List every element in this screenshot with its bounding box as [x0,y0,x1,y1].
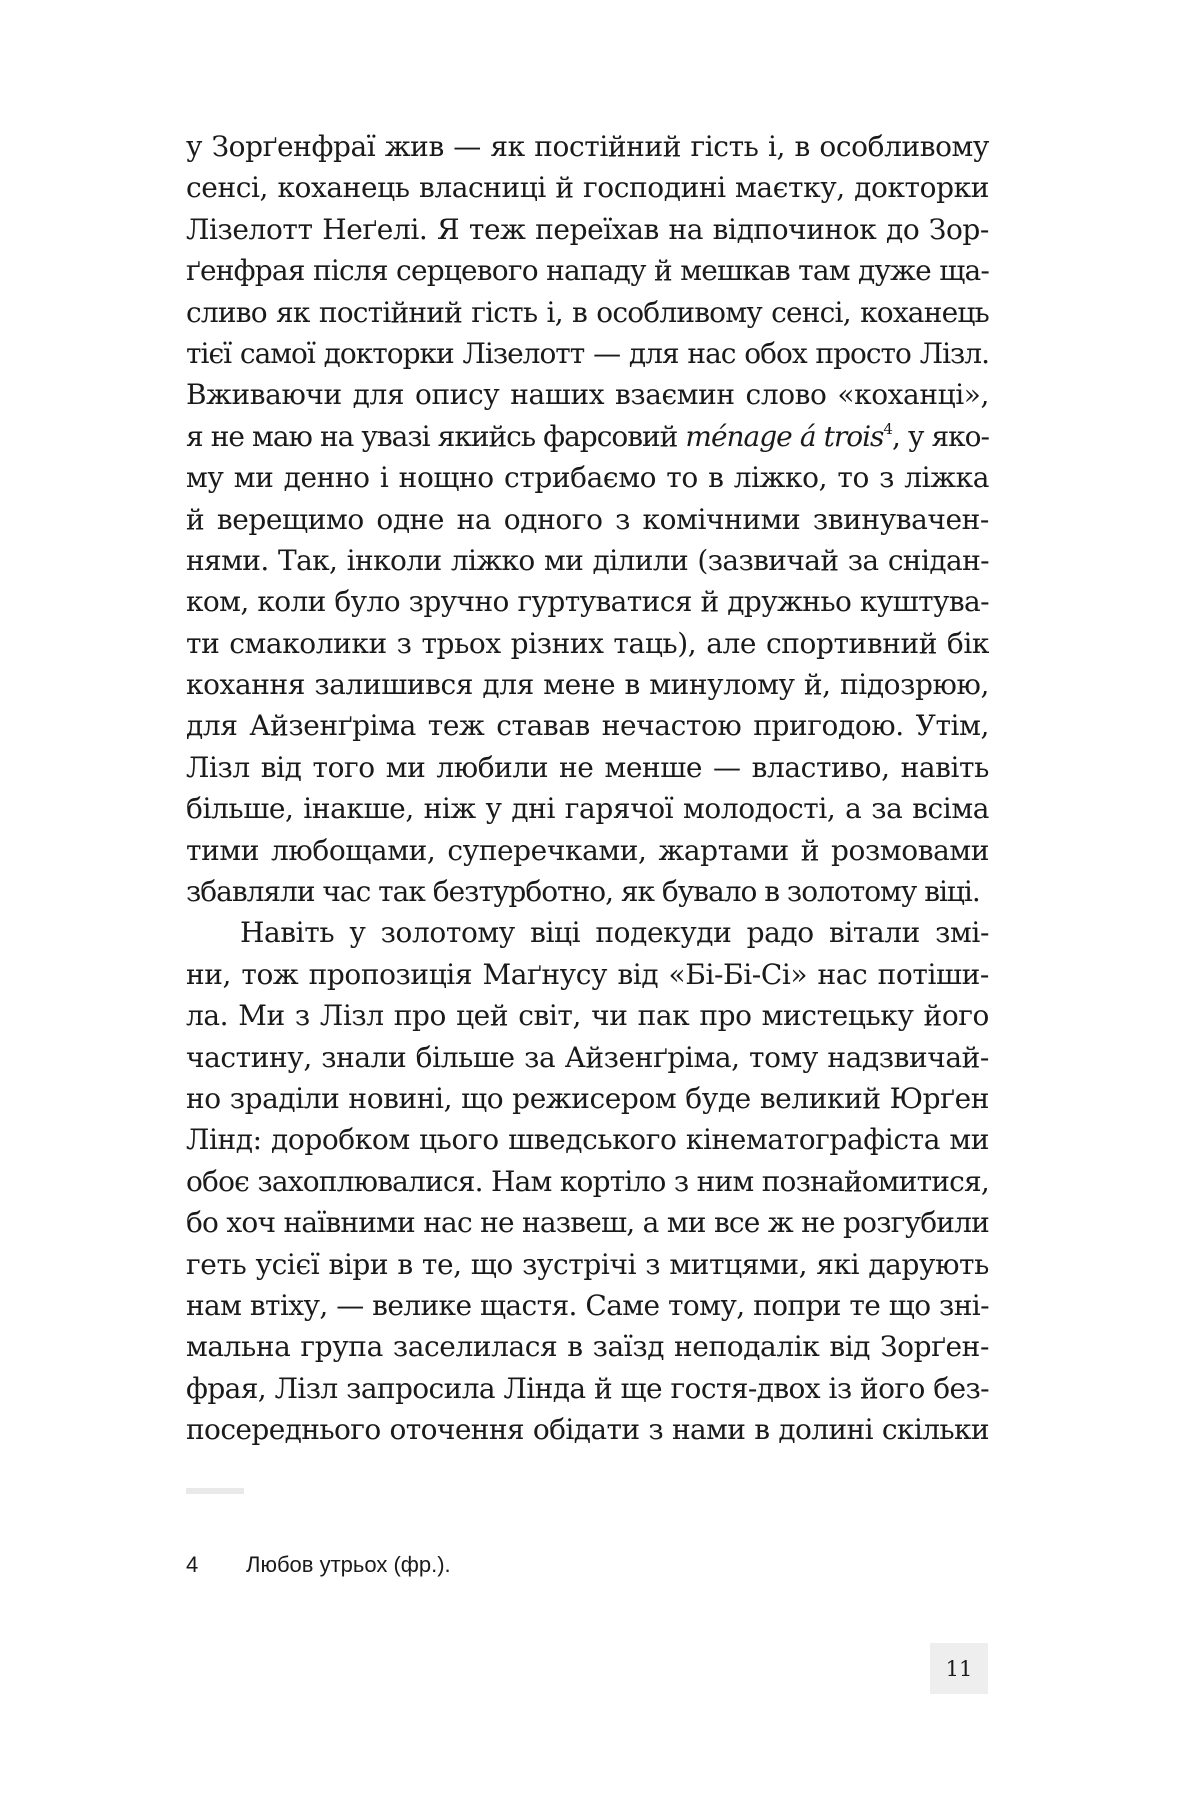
text-run: я не маю на увазі якийсь фарсовий [186,419,686,453]
text-line: кохання залишився для мене в минулому й, підозрюю, [186,668,989,702]
text-line: Лізл від того ми любили не менше — властиво, навіть [186,750,989,784]
text-line: частину, знали більше за Айзенґріма, тому надзвичай- [186,1040,989,1074]
text-line: посереднього оточення обідати з нами в долині скільки [186,1413,989,1447]
text-line: ла. Ми з Лізл про цей світ, чи пак про мистецьку його [186,999,989,1033]
text-line: більше, інакше, ніж у дні гарячої молодості, а за всіма [186,792,989,826]
page-number-label: 11 [945,1656,973,1681]
text-line: фрая, Лізл запросила Лінда й ще гостя-двох із його без- [186,1371,989,1405]
text-line: Лізелотт Неґелі. Я теж переїхав на відпочинок до Зор- [186,212,989,246]
foreign-phrase: ménage á trois [685,419,884,453]
text-line: нями. Так, інколи ліжко ми ділили (зазвичай за снідан- [186,543,989,577]
text-line: тієї самої докторки Лізелотт — для нас обох просто Лізл. [186,336,989,370]
text-line: мальна група заселилася в заїзд неподалік від Зорґен- [186,1330,989,1364]
text-line: Вживаючи для опису наших взаємин слово «коханці», [186,378,989,412]
footnote-number: 4 [186,1552,199,1577]
body-text [186,126,989,1451]
footnote-ref: 4 [883,419,892,438]
text-line: ни, тож пропозиція Маґнусу від «Бі-Бі-Сі» нас потіши- [186,957,989,991]
text-line: ґенфрая після серцевого нападу й мешкав там дуже ща- [186,254,989,288]
text-line: ти смаколики з трьох різних таць), але спортивний бік [186,626,989,660]
text-line: геть усієї віри в те, що зустрічі з митцями, які дарують [186,1247,989,1281]
text-line: для Айзенґріма теж ставав нечастою пригодою. Утім, [186,709,989,743]
footnote-divider [186,1488,244,1494]
text-line: й верещимо одне на одного з комічними звинувачен- [186,502,989,536]
footnote-text: Любов утрьох (фр.). [246,1552,451,1577]
text-line: но зраділи новині, що режисером буде великий Юрґен [186,1081,989,1115]
text-line [186,416,989,457]
text-line: Лінд: доробком цього шведського кінематографіста ми [186,1123,989,1157]
text-line: тими любощами, суперечками, жартами й розмовами [186,833,989,867]
footnote [186,1547,966,1583]
text-line: ком, коли було зручно гуртуватися й дружньо куштува- [186,585,989,619]
text-line: обоє захоплювалися. Нам кортіло з ним познайомитися, [186,1164,989,1198]
text-run: , у яко- [891,419,989,453]
text-line: сливо як постійний гість і, в особливому сенсі, коханець [186,295,989,329]
page-number [930,1643,988,1694]
text-line: бо хоч наївними нас не назвеш, а ми все ж не розгубили [186,1206,989,1240]
text-line: нам втіху, — велике щастя. Саме тому, попри те що зні- [186,1288,989,1322]
text-line: сенсі, коханець власниці й господині маєтку, докторки [186,171,989,205]
text-line: Навіть у золотому віці подекуди радо вітали змі- [240,916,989,950]
text-line: у Зорґенфраї жив — як постійний гість і, в особливому [186,130,989,163]
text-line: му ми денно і нощно стрибаємо то в ліжко, то з ліжка [186,461,989,495]
text-line: збавляли час так безтурботно, як бувало в золотому віці. [186,875,980,909]
